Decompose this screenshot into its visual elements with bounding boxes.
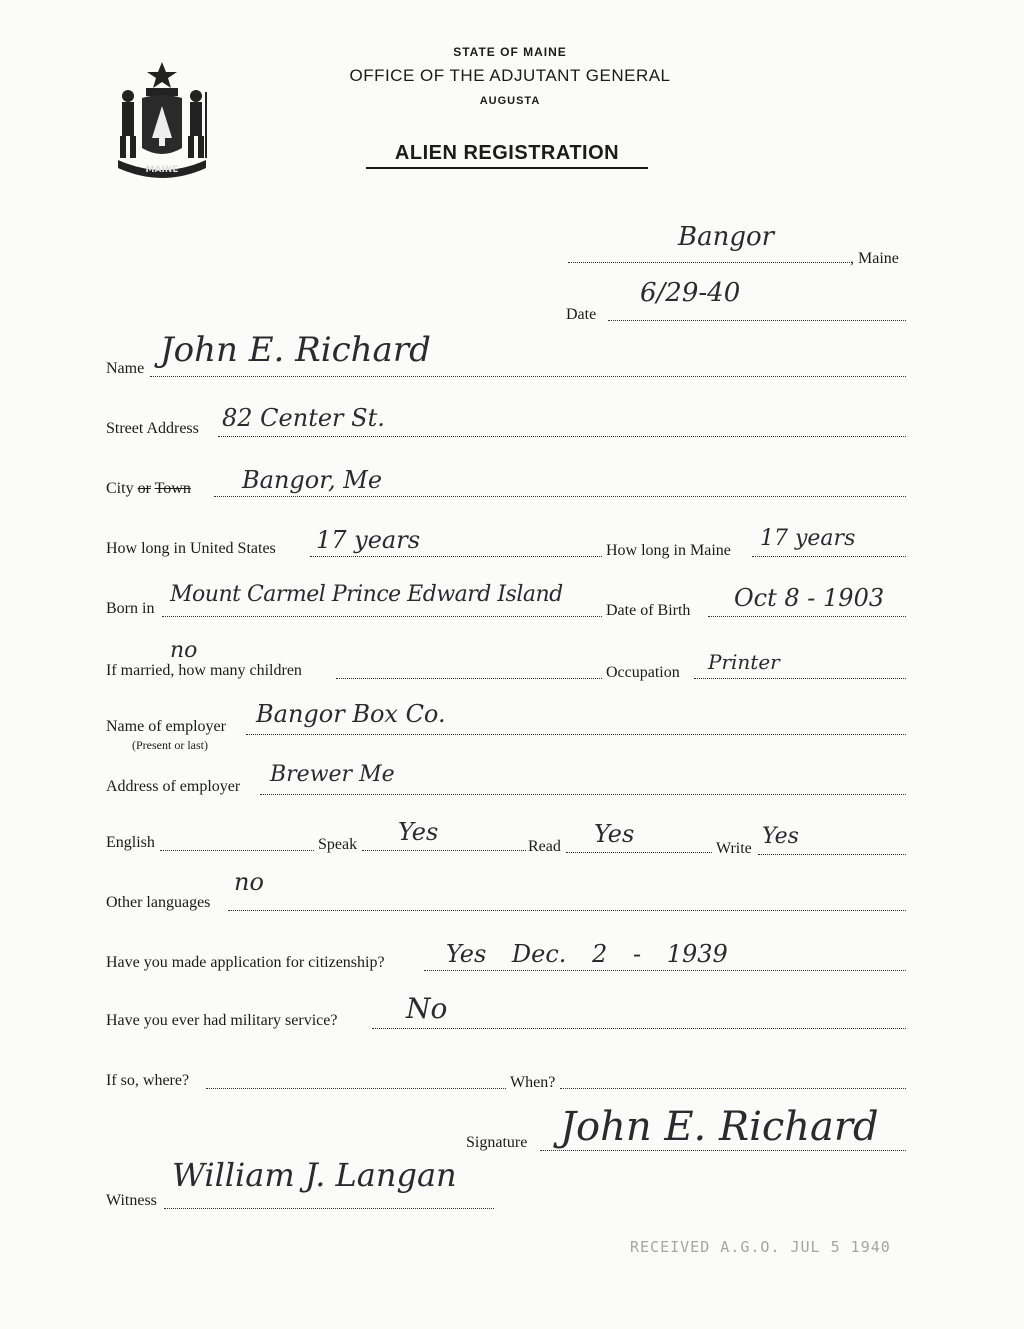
military-value: No (406, 992, 448, 1025)
how-long-us-line (310, 556, 602, 557)
street-value: 82 Center St. (222, 404, 385, 432)
born-in-label: Born in (106, 600, 155, 617)
employer-address-value: Brewer Me (270, 762, 395, 787)
write-value: Yes (762, 824, 799, 849)
born-in-value: Mount Carmel Prince Edward Island (170, 582, 563, 607)
military-label: Have you ever had military service? (106, 1012, 338, 1029)
maine-label: , Maine (850, 250, 899, 267)
how-long-maine-value: 17 years (760, 526, 856, 551)
form-title: ALIEN REGISTRATION (366, 142, 648, 169)
how-long-maine-label: How long in Maine (606, 542, 731, 559)
employer-address-label: Address of employer (106, 778, 241, 795)
header-state: STATE OF MAINE (453, 45, 567, 59)
date-of-birth-line (708, 616, 906, 617)
employer-label: Name of employer (106, 718, 226, 735)
children-value: no (170, 638, 198, 663)
date-label: Date (566, 306, 597, 323)
employer-line (246, 734, 906, 735)
maine-state-seal-icon (108, 56, 216, 178)
other-languages-line (228, 910, 906, 911)
witness-label: Witness (106, 1192, 157, 1209)
employer-address-line (260, 794, 906, 795)
signature-line (540, 1150, 906, 1151)
read-label: Read (528, 838, 561, 855)
date-of-birth-label: Date of Birth (606, 602, 691, 619)
occupation-label: Occupation (606, 664, 680, 681)
name-label: Name (106, 360, 145, 377)
town-value: Bangor (678, 222, 775, 252)
if-so-where-line (206, 1088, 506, 1089)
header-office: OFFICE OF THE ADJUTANT GENERAL (349, 66, 671, 85)
if-so-where-label: If so, where? (106, 1072, 190, 1089)
how-long-maine-line (752, 556, 906, 557)
city-label-or: or (137, 480, 151, 497)
received-stamp: RECEIVED A.G.O. JUL 5 1940 (630, 1238, 891, 1256)
other-languages-label: Other languages (106, 894, 211, 911)
write-line (758, 854, 906, 855)
citizenship-label: Have you made application for citizenship? (106, 954, 385, 971)
read-value: Yes (594, 820, 635, 848)
name-value: John E. Richard (160, 330, 431, 370)
date-line (608, 320, 906, 321)
occupation-line (694, 678, 906, 679)
city-label (106, 480, 191, 498)
city-label-prefix: City (106, 480, 138, 497)
signature-value: John E. Richard (560, 1104, 879, 1150)
speak-label: Speak (318, 836, 358, 853)
how-long-us-value: 17 years (316, 526, 421, 554)
employer-note: (Present or last) (132, 738, 208, 752)
write-label: Write (716, 840, 752, 857)
other-languages-value: no (234, 868, 264, 896)
name-line (150, 376, 906, 377)
witness-line (164, 1208, 494, 1209)
citizenship-value: Yes Dec. 2 - 1939 (446, 940, 728, 968)
married-children-line (336, 678, 602, 679)
military-line (372, 1028, 906, 1029)
street-label: Street Address (106, 420, 199, 437)
signature-label: Signature (466, 1134, 528, 1151)
header-city: AUGUSTA (479, 95, 541, 107)
when-label: When? (510, 1074, 556, 1091)
speak-value: Yes (398, 818, 439, 846)
city-value: Bangor, Me (242, 466, 383, 494)
date-of-birth-value: Oct 8 - 1903 (734, 584, 885, 612)
speak-line (362, 850, 526, 851)
citizenship-line (424, 970, 906, 971)
born-in-line (162, 616, 602, 617)
english-label: English (106, 834, 155, 851)
english-line (160, 850, 314, 851)
when-line (560, 1088, 906, 1089)
occupation-value: Printer (708, 650, 780, 674)
date-value: 6/29-40 (640, 278, 741, 308)
street-line (218, 436, 906, 437)
employer-value: Bangor Box Co. (256, 700, 446, 728)
city-label-town: Town (154, 480, 191, 497)
svg-text:MAINE: MAINE (145, 165, 179, 175)
how-long-us-label: How long in United States (106, 540, 276, 557)
witness-value: William J. Langan (172, 1156, 457, 1194)
town-line (568, 262, 850, 263)
city-line (214, 496, 906, 497)
married-children-label: If married, how many children (106, 662, 302, 679)
read-line (566, 852, 712, 853)
